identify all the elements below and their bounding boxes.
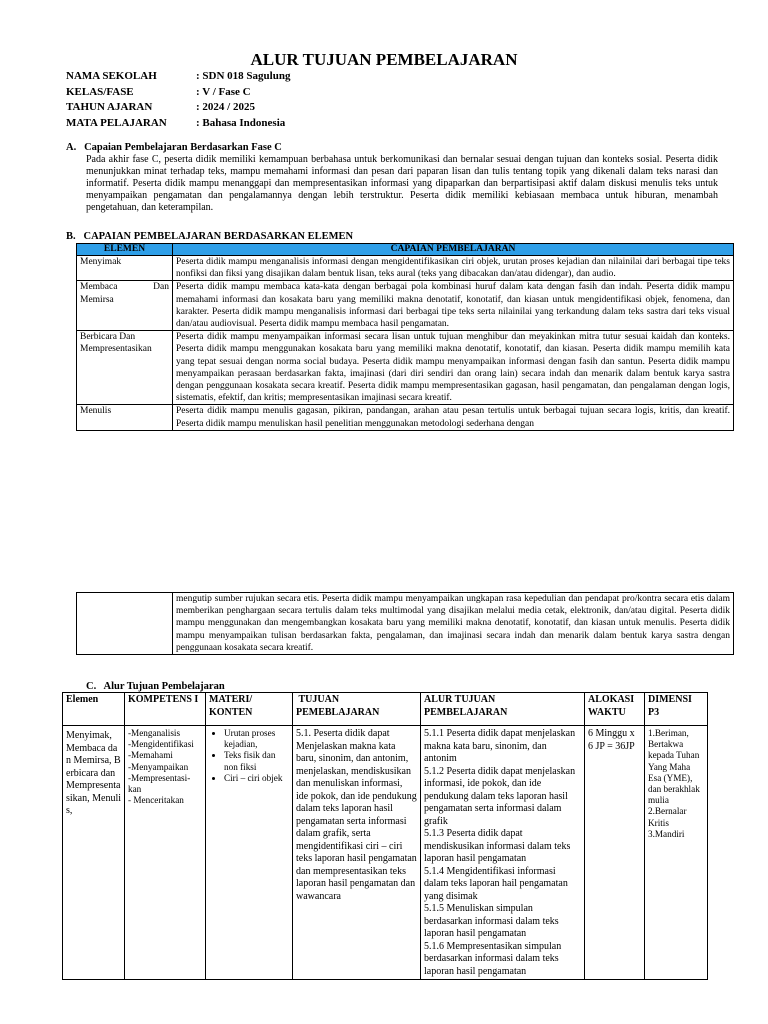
list-item: 3.Mandiri xyxy=(648,828,685,839)
list-item: 5.1.3 Peserta didik dapat mendiskusikan informasi dalam teks laporan hasil pengamatan xyxy=(424,828,571,864)
table-row xyxy=(77,256,734,281)
table-row xyxy=(77,405,734,430)
section-c-heading: C. Alur Tujuan Pembelajaran xyxy=(86,681,225,692)
meta-key: NAMA SEKOLAH xyxy=(66,70,157,82)
list-item: -Menyampaikan xyxy=(128,761,189,772)
list-item: 2.Bernalar Kritis xyxy=(648,806,687,828)
list-item: -Mempresentasi-kan xyxy=(128,772,191,795)
list-item: 5.1.2 Peserta didik dapat menjelaskan informasi, ide pokok, dan ide pendukung dalam teks laporan hasil pengamatan serta informasi dalam grafik xyxy=(424,765,576,827)
elemen-cell: Menyimak xyxy=(77,256,173,281)
meta-value: : SDN 018 Sagulung xyxy=(196,70,291,82)
meta-value: : V / Fase C xyxy=(196,85,251,98)
meta-key: KELAS/FASE xyxy=(66,85,134,98)
capaian-table-continued xyxy=(76,592,734,655)
list-item: -Menganalisis xyxy=(128,728,181,738)
alur-cell xyxy=(421,726,585,980)
dimensi-cell xyxy=(645,726,708,980)
header-alur: ALUR TUJUAN PEMBELAJARAN xyxy=(421,693,585,726)
elemen-cell xyxy=(77,593,173,655)
table-header-row xyxy=(77,244,734,256)
capaian-cell: Peserta didik mampu menulis gagasan, pikiran, pandangan, arahan atau pesan tertulis untuk berbagai tujuan secara logis, kritis, dan kreatif. Peserta didik mampu menuliskan hasil penelitian menggunakan metodologi sederhana dengan xyxy=(173,405,734,430)
list-item: 5.1.1 Peserta didik dapat menjelaskan makna kata baru, sinonim, dan antonim xyxy=(424,728,576,764)
elemen-cell: Berbicara Dan Mempresentasikan xyxy=(77,331,173,405)
header-materi: MATERI/ KONTEN xyxy=(206,693,293,726)
table-row xyxy=(63,726,708,980)
section-a-heading: A. Capaian Pembelajaran Berdasarkan Fase C xyxy=(66,142,282,153)
col-elemen-header: ELEMEN xyxy=(77,244,173,256)
list-item: 5.1.6 Mempresentasikan simpulan berdasarkan informasi dalam teks laporan hasil pengamatan xyxy=(424,940,562,977)
alokasi-cell: 6 Minggu x 6 JP = 36JP xyxy=(585,726,645,980)
elemen-cell: Menulis xyxy=(77,405,173,430)
list-item: 5.1.4 Mengidentifikasi informasi dalam teks laporan hail pengamatan yang disimak xyxy=(424,865,568,902)
list-item: -Memahami xyxy=(128,750,173,761)
materi-cell xyxy=(206,726,293,980)
alur-table xyxy=(62,692,708,980)
meta-value: : Bahasa Indonesia xyxy=(196,116,286,129)
header-alokasi: ALOKASI WAKTU xyxy=(585,693,645,726)
header-tujuan: TUJUAN PEMEBLAJARAN xyxy=(293,693,421,726)
table-row xyxy=(77,593,734,655)
capaian-cell: Peserta didik mampu membaca kata-kata dengan berbagai pola kombinasi huruf dalam kata dengan fasih dan indah. Peserta didik mampu memahami informasi dan kosakata baru yang memiliki makna denotatif, konotatif, dan kiasan untuk mengidentifikasi objek, fenomena, dan karakter. Peserta didik mampu menganalisis informasi dari berbagai tipe teks serta nilainilai yang terkandung dalam teks sastra dari teks visual dan/atau audiovisual. Peserta didik mampu membaca hasil pengamatan. xyxy=(173,281,734,331)
list-item: -Mengidentifikasi xyxy=(128,739,194,750)
header-elemen: Elemen xyxy=(63,693,125,726)
kompetensi-cell xyxy=(125,726,206,980)
elemen-cell xyxy=(63,726,125,980)
section-a-text: Pada akhir fase C, peserta didik memiliki kemampuan berbahasa untuk berkomunikasi dan bernalar sesuai dengan tujuan dan konteks sosial. Peserta didik menunjukkan minat terhadap teks, mampu memahami informasi dan pesan dari paparan lisan dan tulis tentang topik yang dikenali dalam teks narasi dan informatif. Peserta didik mampu menanggapi dan mempresentasikan informasi yang dipaparkan dan berpartisipasi aktif dalam diskusi menulis teks untuk menyampaikan pengamatan dan pengalamannya dengan lebih terstruktur. Peserta didik memiliki kebiasaan membaca untuk hiburan, menambah pengetahuan, dan keterampilan. xyxy=(86,154,718,213)
list-item: 5.1.5 Menuliskan simpulan berdasarkan informasi dalam teks laporan hasil pengamatan xyxy=(424,903,559,939)
header-kompetensi: KOMPETENS I xyxy=(125,693,206,726)
capaian-cell: Peserta didik mampu menganalisis informasi dengan mengidentifikasikan ciri objek, urutan proses kejadian dan nilainilai dari berbagai tipe teks nonfiksi dan fiksi yang disajikan dalam bentuk lisan, teks aural (teks yang dibacakan dan/atau didengar), dan audio. xyxy=(173,256,734,281)
list-item: • Ciri – ciri objek xyxy=(224,773,289,784)
section-b-heading: B. CAPAIAN PEMBELAJARAN BERDASARKAN ELEMEN xyxy=(66,231,354,242)
table-row xyxy=(77,331,734,405)
table-row xyxy=(77,281,734,331)
meta-value: : 2024 / 2025 xyxy=(196,101,255,113)
list-item: • Urutan proses kejadian, xyxy=(224,728,289,750)
header-dimensi: DIMENSI P3 xyxy=(645,693,708,726)
capaian-table xyxy=(76,243,734,431)
list-item: 1.Beriman, Bertakwa kepada Tuhan Yang Maha Esa (YME), dan berakhlak mulia xyxy=(648,728,700,806)
elemen-cell: Membaca Dan Memirsa xyxy=(77,281,173,331)
page-title: ALUR TUJUAN PEMBELAJARAN xyxy=(250,50,518,69)
tujuan-cell: 5.1. Peserta didik dapat Menjelaskan makna kata baru, sinonim, dan antonim, menjelaskan, mendiskusikan dan menuliskan informasi, ide pokok, dan ide pendukung dalam teks laporan hasil pengamatan serta informasi dalam grafik, serta mengidentifikasi ciri – ciri teks laporan hasil pengamatan dan mempresentasikan teks laporan hasil pengamatan dan wawancara xyxy=(293,726,421,980)
list-item: • Teks fisik dan non fiksi xyxy=(224,750,289,772)
school-info xyxy=(66,69,290,131)
capaian-cell: mengutip sumber rujukan secara etis. Peserta didik mampu menyampaikan ungkapan rasa kepedulian dan pendapat pro/kontra secara etis dalam memberikan penghargaan secara tertulis dalam teks multimodal yang disajikan melalui media cetak, elektronik, dan/atau digital. Peserta didik mampu menggunakan dan mengembangkan kosakata baru yang memiliki makna denotatif, konotatif, dan kiasan untuk menulis. Peserta didik mampu menyampaikan tulisan berdasarkan fakta, pengalaman, dan imajinasi secara indah dan menarik dalam bentuk karya sastra dengan penggunaan kosakata secara kreatif. xyxy=(173,593,734,655)
meta-key: MATA PELAJARAN xyxy=(66,116,167,129)
elemen-text: Menyimak, Membaca dan Memirsa, Berbicara dan Mempresentasikan, Menulis, xyxy=(66,730,121,816)
meta-key: TAHUN AJARAN xyxy=(66,101,153,113)
table-header-row xyxy=(63,693,708,726)
list-item: - Menceritakan xyxy=(128,795,184,806)
col-capaian-header: CAPAIAN PEMBELAJARAN xyxy=(173,244,734,256)
capaian-cell: Peserta didik mampu menyampaikan informasi secara lisan untuk tujuan menghibur dan meyakinkan mitra tutur sesuai kaidah dan konteks. Peserta didik mampu menggunakan kosakata baru yang memiliki makna denotatif, konotatif, dan kiasan. Peserta didik mampu memilih kata yang tepat sesuai dengan norma social budaya. Peserta didik mampu menyampaikan informasi dengan fasih dan santun. Peserta didik mampu menyampaikan perasaan berdasarkan fakta, imajinasi (dari diri sendiri dan orang lain) secara indah dan menarik dalam bentuk karya sastra dengan penggunaan kosakata secara kreatif. Peserta didik mampu mempresentasikan gagasan, hasil pengamatan, dan pengalaman dengan logis, sistematis, efektif, dan kritis; mempresentasikan imajinasi secara kreatif. xyxy=(173,331,734,405)
